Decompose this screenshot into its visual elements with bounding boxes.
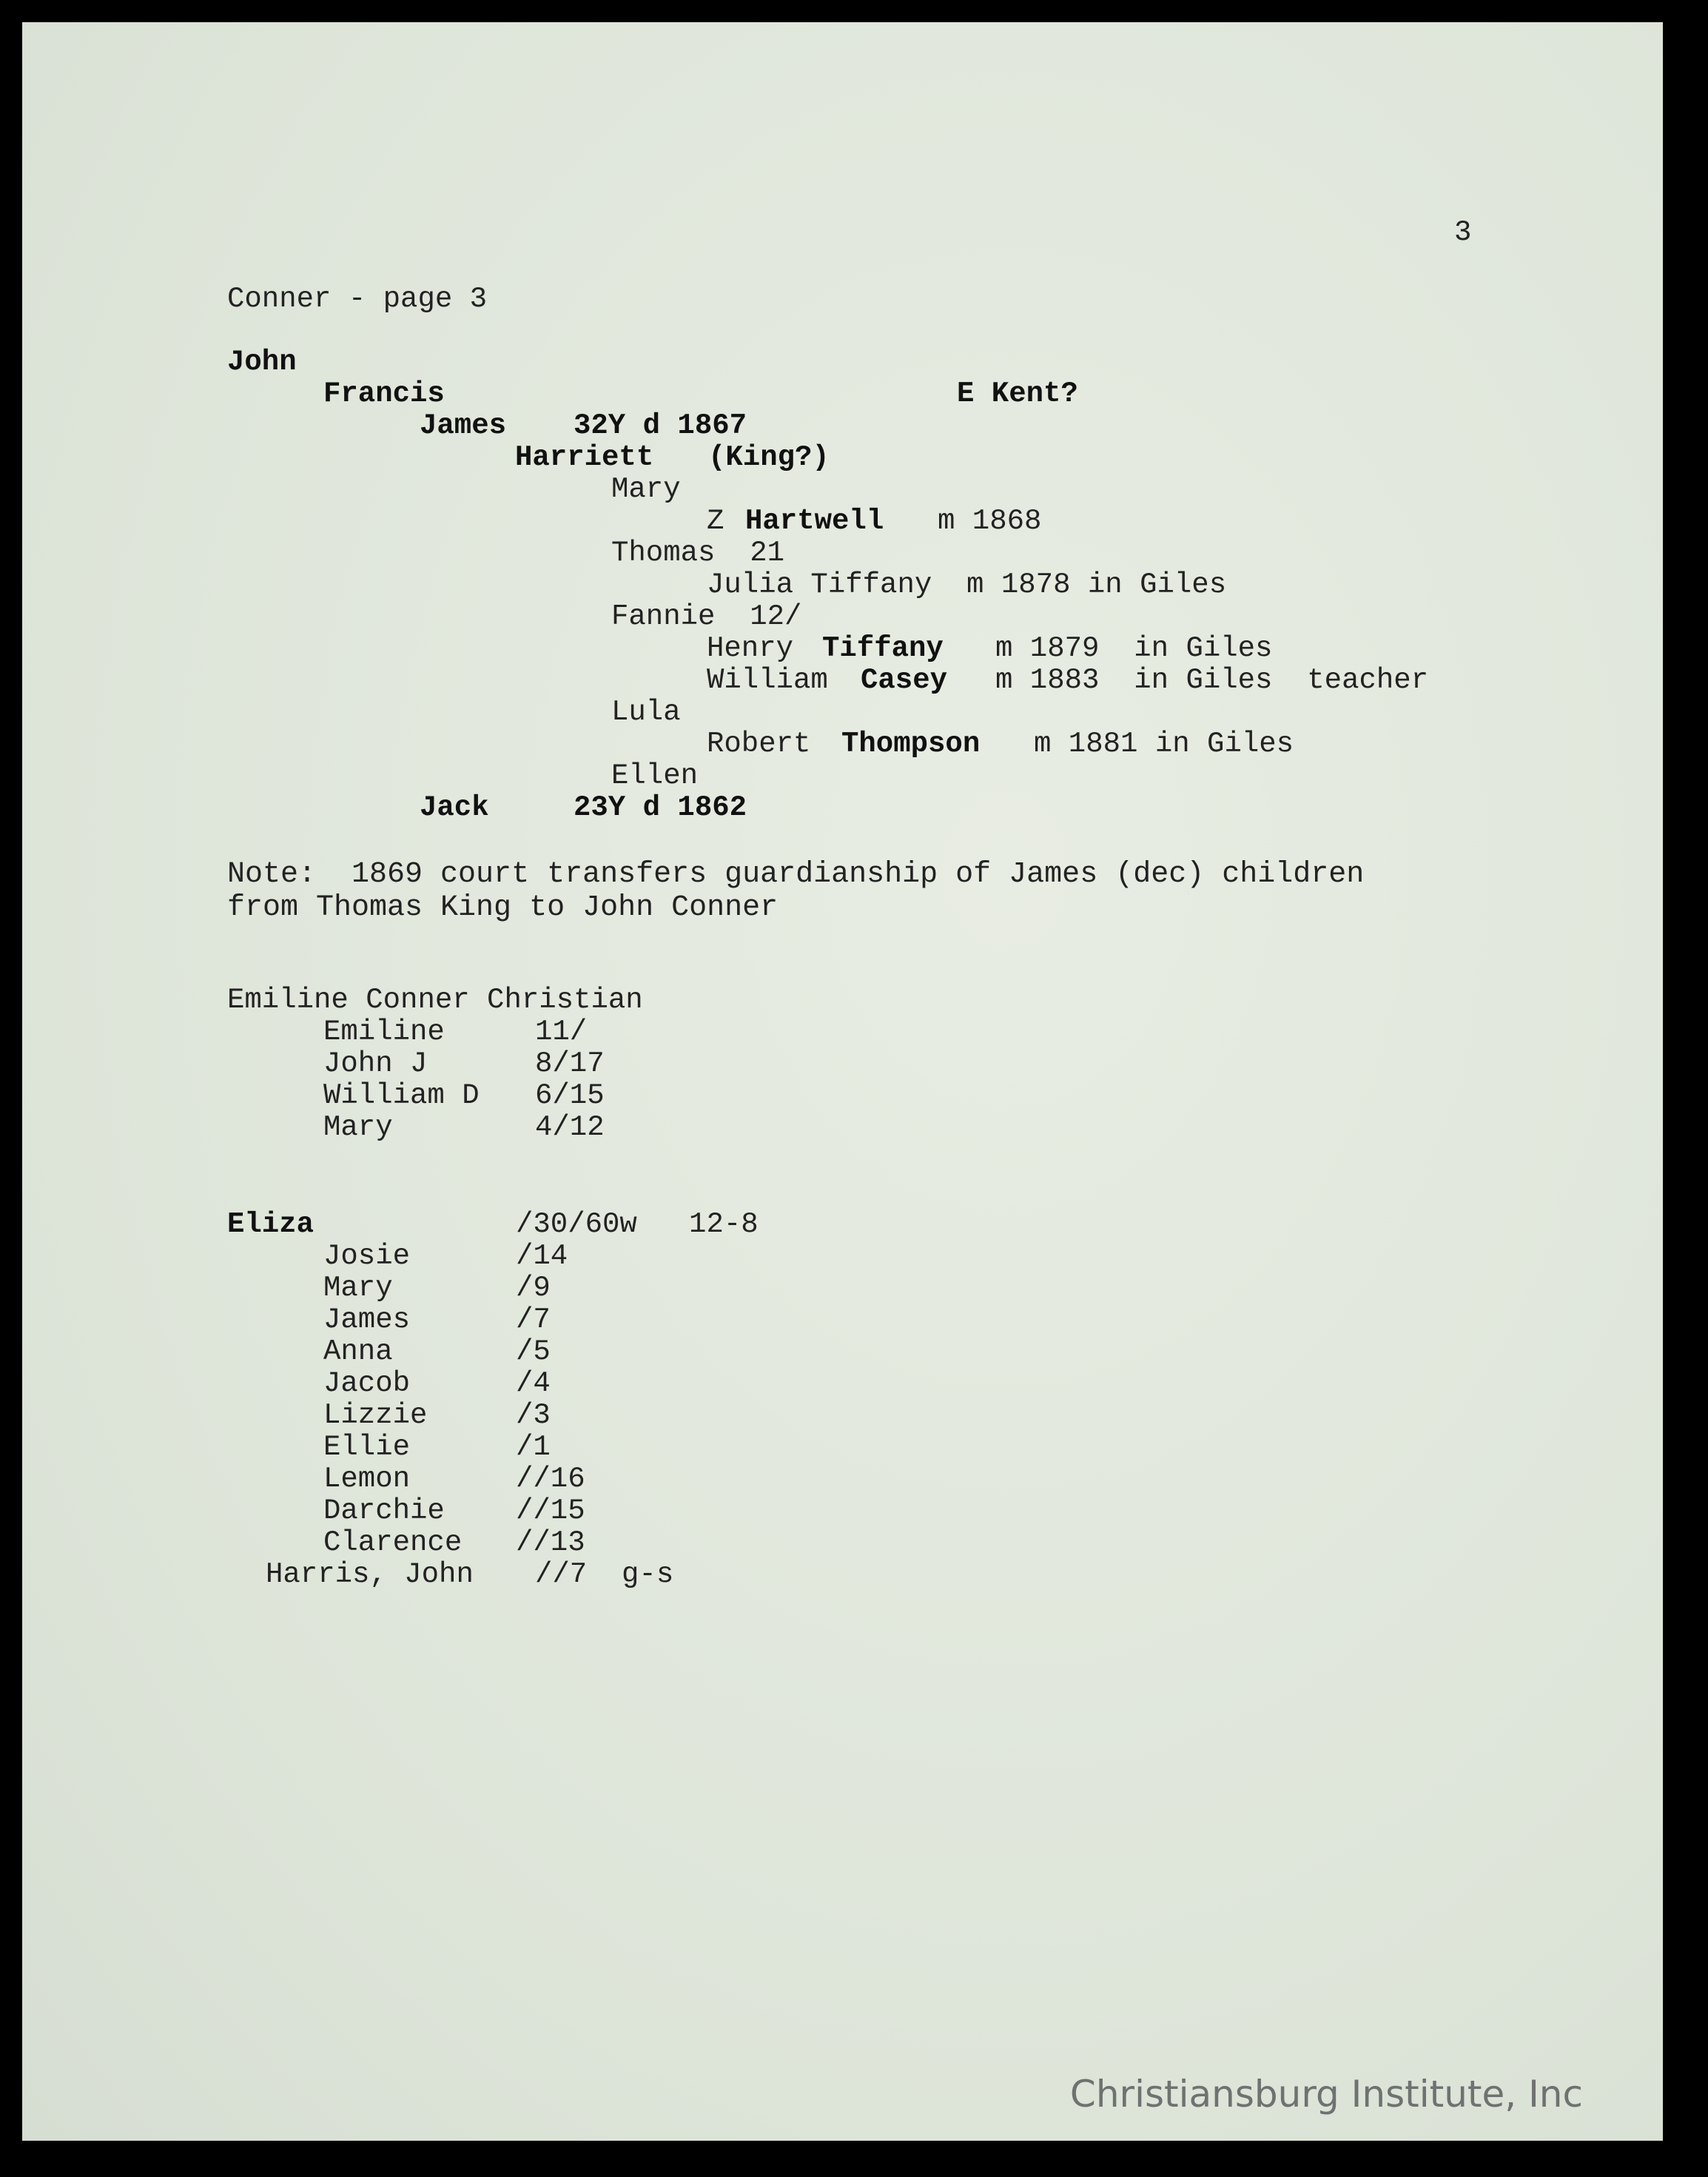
eliza-head-info: /30/60w 12-8	[516, 1208, 759, 1241]
tree-lula-spouse-first: Robert	[707, 728, 811, 760]
tree-fannie-spouse1-last: Tiffany	[822, 632, 944, 665]
tree-e-kent: E Kent?	[957, 378, 1078, 410]
tree-fannie: Fannie 12/	[611, 600, 802, 633]
emiline-child-info: 11/	[535, 1016, 588, 1048]
tree-mary-spouse-last: Hartwell	[745, 505, 884, 537]
eliza-extra-name: Harris, John	[266, 1558, 474, 1591]
tree-jack: Jack	[420, 791, 489, 824]
tree-lula: Lula	[611, 696, 681, 728]
tree-ellen: Ellen	[611, 759, 699, 792]
tree-lula-spouse-info: m 1881 in Giles	[1034, 728, 1294, 760]
emiline-child-info: 8/17	[535, 1047, 605, 1080]
emiline-child-name: Emiline	[323, 1016, 445, 1048]
tree-thomas-spouse: Julia Tiffany m 1878 in Giles	[707, 568, 1227, 601]
tree-harriett: Harriett	[515, 441, 654, 474]
eliza-child-name: Josie	[323, 1240, 411, 1272]
eliza-child-name: Ellie	[323, 1431, 411, 1463]
eliza-child-name: Jacob	[323, 1367, 411, 1400]
tree-harriett-note: (King?)	[708, 441, 830, 474]
note-line-2: from Thomas King to John Conner	[227, 891, 779, 925]
tree-fannie-spouse2-last: Casey	[861, 664, 948, 697]
emiline-head: Emiline Conner Christian	[227, 984, 643, 1016]
eliza-child-info: //16	[516, 1463, 585, 1495]
emiline-child-name: Mary	[323, 1111, 393, 1144]
tree-fannie-spouse2-first: William	[707, 664, 828, 697]
emiline-child-info: 6/15	[535, 1079, 605, 1112]
document-page	[22, 22, 1663, 2141]
doc-title: Conner - page 3	[227, 283, 488, 315]
eliza-child-info: /9	[516, 1272, 551, 1304]
eliza-child-info: //13	[516, 1526, 585, 1559]
eliza-head: Eliza	[227, 1208, 315, 1241]
tree-mary-spouse-info: m 1868	[938, 505, 1042, 537]
eliza-child-info: //15	[516, 1495, 585, 1527]
tree-jack-info: 23Y d 1862	[574, 791, 747, 824]
tree-fannie-spouse2-info: m 1883 in Giles teacher	[995, 664, 1429, 697]
eliza-child-name: Darchie	[323, 1495, 445, 1527]
eliza-child-name: Lizzie	[323, 1399, 428, 1432]
tree-john: John	[227, 346, 297, 378]
tree-fannie-spouse1-info: m 1879 in Giles	[995, 632, 1273, 665]
eliza-child-name: Mary	[323, 1272, 393, 1304]
tree-fannie-spouse1-first: Henry	[707, 632, 794, 665]
eliza-extra-info: //7 g-s	[535, 1558, 674, 1591]
eliza-child-info: /1	[516, 1431, 551, 1463]
eliza-child-name: James	[323, 1304, 411, 1336]
emiline-child-info: 4/12	[535, 1111, 605, 1144]
page-number: 3	[1454, 216, 1472, 249]
watermark: Christiansburg Institute, Inc	[1069, 2073, 1583, 2116]
tree-francis: Francis	[323, 378, 445, 410]
tree-lula-spouse-last: Thompson	[841, 728, 981, 760]
eliza-child-name: Lemon	[323, 1463, 411, 1495]
eliza-child-info: /5	[516, 1335, 551, 1368]
tree-thomas: Thomas 21	[611, 537, 785, 569]
tree-james: James	[420, 409, 507, 442]
emiline-child-name: John J	[323, 1047, 428, 1080]
eliza-child-info: /3	[516, 1399, 551, 1432]
eliza-child-name: Anna	[323, 1335, 393, 1368]
tree-james-info: 32Y d 1867	[574, 409, 747, 442]
tree-mary: Mary	[611, 473, 681, 506]
tree-mary-spouse-first: Z	[707, 505, 724, 537]
eliza-child-info: /14	[516, 1240, 568, 1272]
eliza-child-info: /4	[516, 1367, 551, 1400]
emiline-child-name: William D	[323, 1079, 480, 1112]
eliza-child-name: Clarence	[323, 1526, 463, 1559]
eliza-child-info: /7	[516, 1304, 551, 1336]
note-line-1: Note: 1869 court transfers guardianship of James (dec) children	[227, 858, 1365, 891]
